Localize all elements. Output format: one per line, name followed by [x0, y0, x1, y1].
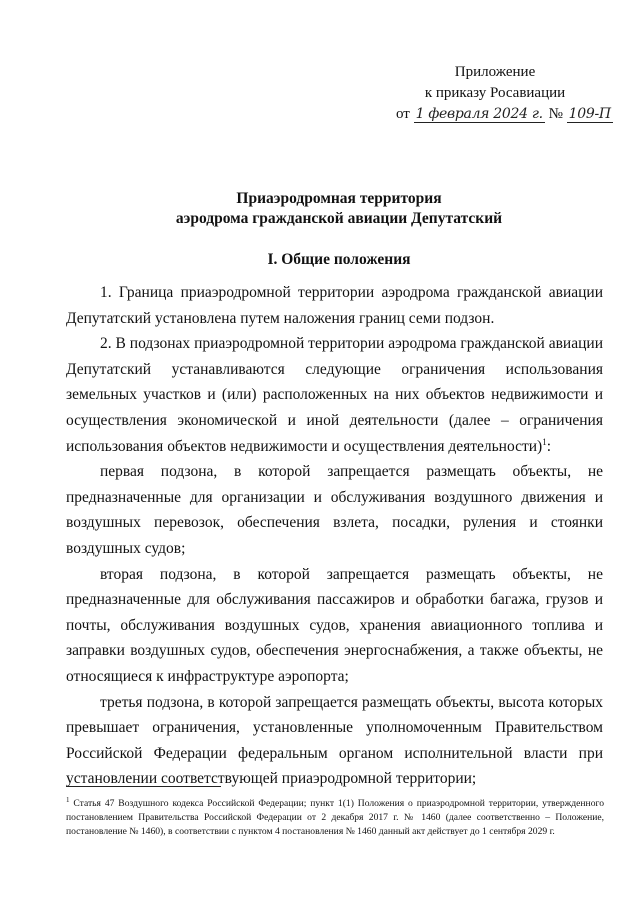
title-line-2: аэродрома гражданской авиации Депутатский	[175, 210, 503, 227]
paragraph-1: 1. Граница приаэродромной территории аэродрома гражданской авиации Депутатский установлена путем наложения границ семи подзон.	[66, 284, 603, 327]
document-title	[66, 189, 612, 269]
order-date-number	[380, 104, 610, 125]
date-prefix: от	[396, 106, 410, 122]
paragraph-subzone-2: вторая подзона, в которой запрещается размещать объекты, не предназначенные для обслуживания пассажиров и обработки багажа, грузов и почты, обслуживания воздушных судов, хранения авиационного топлива и заправки воздушных судов, обеспечения энергоснабжения, а также объекты, не относящиеся к инфраструктуре аэропорта;	[66, 565, 603, 685]
paragraph-subzone-1: первая подзона, в которой запрещается размещать объекты, не предназначенные для организации и обслуживания воздушного движения и воздушных перевозок, обеспечения взлета, посадки, руления и стоянки воздушных судов;	[66, 463, 603, 557]
footnote-mark: 1	[66, 795, 70, 804]
number-sign: №	[548, 106, 563, 122]
paragraph-subzone-3: третья подзона, в которой запрещается размещать объекты, высота которых превышает ограничения, установленные уполномоченным Правительством Российской Федерации федеральным органом исполнительной власти при установлении соответствующей приаэродромной территории;	[66, 693, 603, 788]
footnote-text: Статья 47 Воздушного кодекса Российской Федерации; пункт 1(1) Положения о приаэродромной территории, утвержденного постановлением Правительства Российской Федерации от 2 декабря 2017 г. № 1460 (далее соответственно – Положение, постановление № 1460), в соответствии с пунктом 4 постановления № 1460 данный акт действует до 1 сентября 2029 г.	[66, 798, 604, 837]
section-heading: I. Общие положения	[267, 251, 411, 268]
handwritten-date: 1 февраля 2024 г.	[415, 106, 543, 122]
paragraph-2-tail: :	[546, 437, 552, 455]
handwritten-number: 109-П	[568, 106, 611, 122]
paragraph-2-text: 2. В подзонах приаэродромной территории аэродрома гражданской авиации Депутатский устанавливаются следующие ограничения использования земельных участков и (или) расположенных на них объектов недвижимости и осуществления экономической и иной деятельности (далее – ограничения использования объектов недвижимости и осуществления деятельности)	[66, 335, 603, 455]
title-line-1: Приаэродромная территория	[236, 190, 442, 207]
order-reference: к приказу Росавиации	[424, 85, 566, 101]
appendix-header	[380, 62, 610, 125]
footnote-reference: 1	[542, 436, 547, 447]
footnote	[66, 797, 604, 839]
document-body	[66, 280, 603, 792]
appendix-label: Приложение	[454, 64, 536, 80]
paragraph-2	[66, 331, 603, 459]
footnote-divider	[66, 786, 221, 787]
